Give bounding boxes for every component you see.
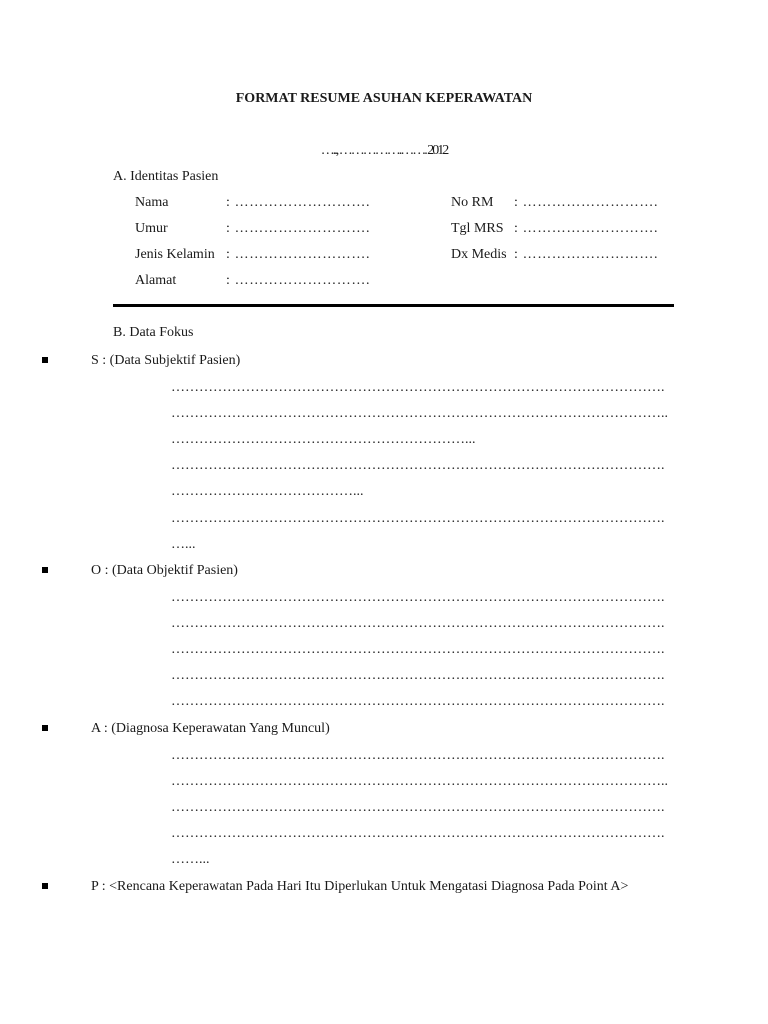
item-o-line: ……………………………………………………………………………………………. xyxy=(171,668,665,683)
field-value-dx-medis: : ………………………. xyxy=(514,247,659,262)
item-a-line: …………………………………………………………………………………………….. xyxy=(171,774,668,789)
item-a-label: A : (Diagnosa Keperawatan Yang Muncul) xyxy=(91,721,330,736)
field-label-nama: Nama xyxy=(135,195,169,210)
item-s-line: ……………………………………………………………………………………………. xyxy=(171,458,665,473)
item-o-label: O : (Data Objektif Pasien) xyxy=(91,563,238,578)
field-value-alamat: : ………………………. xyxy=(226,273,371,288)
field-label-dx-medis: Dx Medis xyxy=(451,247,507,262)
field-value-jenis-kelamin: : ………………………. xyxy=(226,247,371,262)
field-label-jenis-kelamin: Jenis Kelamin xyxy=(135,247,215,262)
field-label-alamat: Alamat xyxy=(135,273,177,288)
item-a-line: ……………………………………………………………………………………………. xyxy=(171,826,665,841)
item-o-line: ……………………………………………………………………………………………. xyxy=(171,694,665,709)
field-label-no-rm: No RM xyxy=(451,195,494,210)
item-s-line: ……………………………………………………………………………………………. xyxy=(171,511,665,526)
field-value-no-rm: : ………………………. xyxy=(514,195,659,210)
field-label-umur: Umur xyxy=(135,221,168,236)
item-o-line: ……………………………………………………………………………………………. xyxy=(171,616,665,631)
square-bullet-icon xyxy=(42,725,48,731)
section-b-heading: B. Data Fokus xyxy=(113,325,194,340)
square-bullet-icon xyxy=(42,567,48,573)
item-s-line: ………………………………………………………... xyxy=(171,432,476,447)
field-value-nama: : ………………………. xyxy=(226,195,371,210)
item-p-label: P : <Rencana Keperawatan Pada Hari Itu Diperlukan Untuk Mengatasi Diagnosa Pada Point A> xyxy=(91,879,629,894)
field-label-tgl-mrs: Tgl MRS xyxy=(451,221,504,236)
section-divider xyxy=(113,304,674,307)
item-o-line: ……………………………………………………………………………………………. xyxy=(171,642,665,657)
item-a-line: ……... xyxy=(171,852,210,867)
field-value-umur: : ………………………. xyxy=(226,221,371,236)
item-s-label: S : (Data Subjektif Pasien) xyxy=(91,353,241,368)
square-bullet-icon xyxy=(42,883,48,889)
item-a-line: ……………………………………………………………………………………………. xyxy=(171,748,665,763)
page-title: FORMAT RESUME ASUHAN KEPERAWATAN xyxy=(235,91,533,106)
field-value-tgl-mrs: : ………………………. xyxy=(514,221,659,236)
date-line: ….., …………….……. 2012 xyxy=(320,143,448,158)
item-a-line: ……………………………………………………………………………………………. xyxy=(171,800,665,815)
square-bullet-icon xyxy=(42,357,48,363)
item-s-line: …………………………………………………………………………………………….. xyxy=(171,406,668,421)
item-s-line: …………………………………... xyxy=(171,484,364,499)
item-o-line: ……………………………………………………………………………………………. xyxy=(171,590,665,605)
section-a-heading: A. Identitas Pasien xyxy=(113,169,219,184)
item-s-line: ……………………………………………………………………………………………. xyxy=(171,380,665,395)
item-s-line: …... xyxy=(171,537,196,552)
